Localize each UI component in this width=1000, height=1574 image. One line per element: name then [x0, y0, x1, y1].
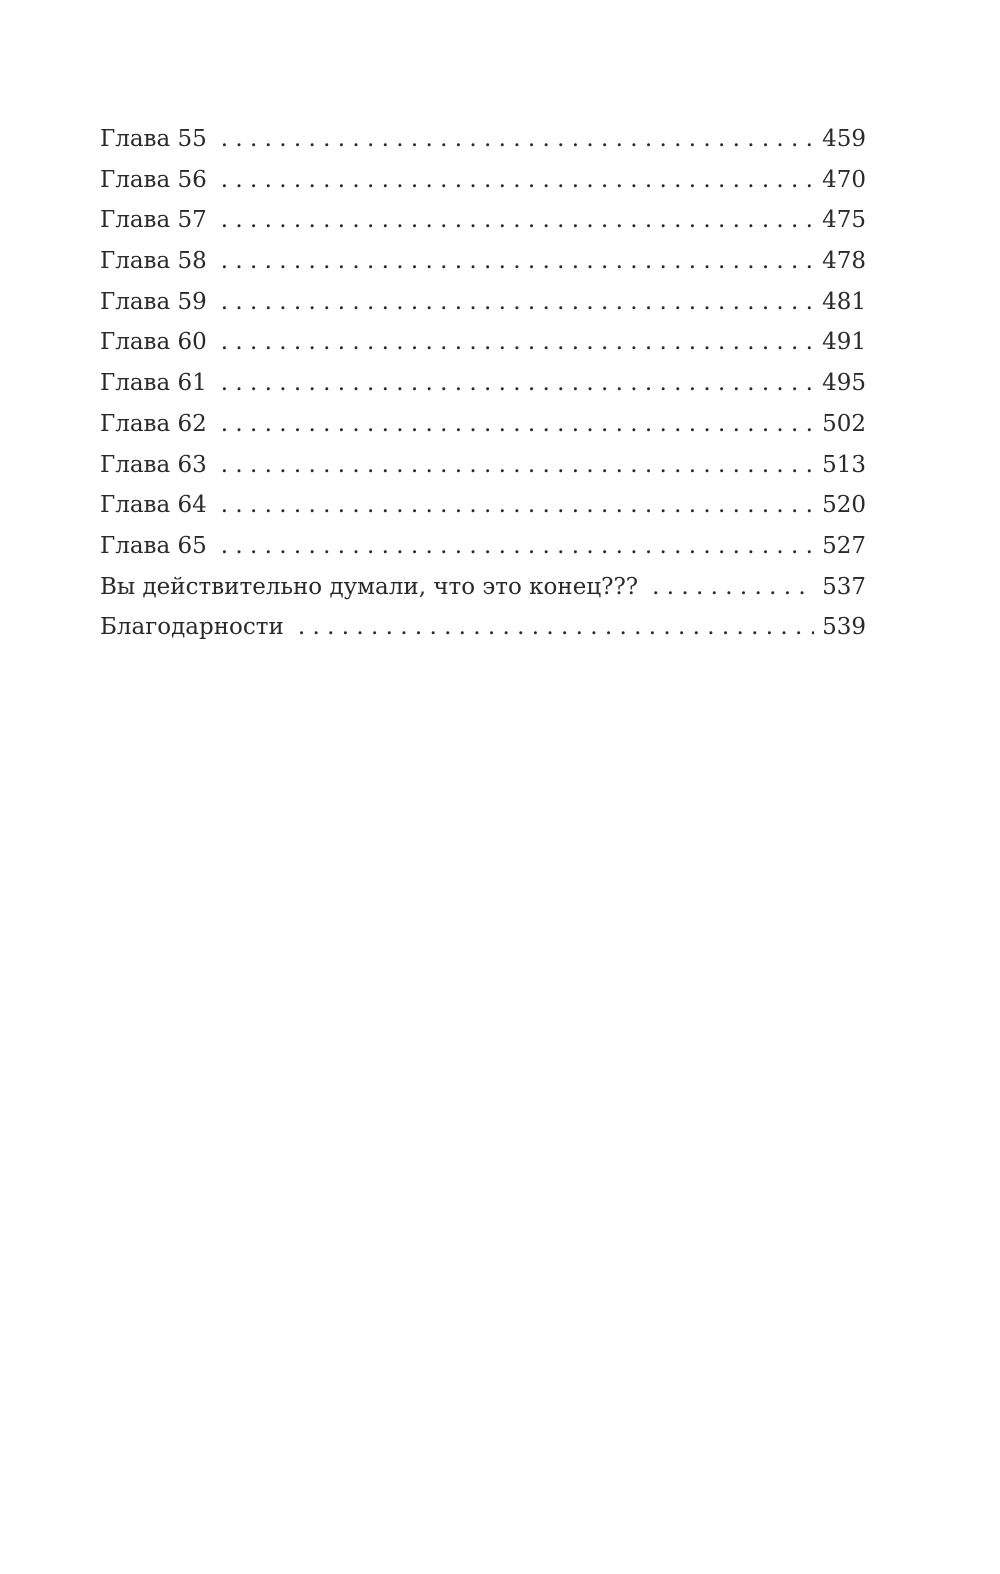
- toc-entry-page: 481: [822, 288, 866, 315]
- toc-entry: [100, 282, 866, 323]
- toc-dot-leader: [221, 322, 814, 363]
- table-of-contents: [100, 119, 866, 648]
- toc-entry-title: Благодарности: [100, 614, 284, 641]
- toc-dot-leader: [221, 160, 814, 201]
- toc-entry-page: 495: [822, 370, 866, 397]
- toc-entry-page: 539: [822, 614, 866, 641]
- toc-entry-page: 513: [822, 451, 866, 478]
- toc-entry: [100, 119, 866, 160]
- toc-entry: [100, 485, 866, 526]
- toc-dot-leader: [652, 567, 814, 608]
- toc-entry-title: Глава 57: [100, 207, 207, 234]
- toc-entry-title: Глава 62: [100, 410, 207, 437]
- toc-entry: [100, 567, 866, 608]
- toc-dot-leader: [221, 241, 814, 282]
- toc-entry-title: Вы действительно думали, что это конец???: [100, 573, 639, 600]
- toc-entry: [100, 200, 866, 241]
- toc-entry-page: 537: [822, 573, 866, 600]
- toc-entry-page: 470: [822, 166, 866, 193]
- toc-entry-title: Глава 63: [100, 451, 207, 478]
- toc-entry-title: Глава 64: [100, 492, 207, 519]
- toc-entry-title: Глава 60: [100, 329, 207, 356]
- toc-dot-leader: [298, 607, 814, 648]
- toc-dot-leader: [221, 485, 814, 526]
- toc-entry-title: Глава 58: [100, 248, 207, 275]
- toc-entry: [100, 160, 866, 201]
- toc-dot-leader: [221, 363, 814, 404]
- toc-entry-page: 491: [822, 329, 866, 356]
- toc-entry-title: Глава 65: [100, 532, 207, 559]
- toc-entry-page: 502: [822, 410, 866, 437]
- toc-dot-leader: [221, 404, 814, 445]
- toc-entry-page: 478: [822, 248, 866, 275]
- toc-entry-page: 459: [822, 126, 866, 152]
- toc-dot-leader: [221, 445, 814, 486]
- toc-entry-title: Глава 56: [100, 166, 207, 193]
- toc-entry: [100, 322, 866, 363]
- toc-entry: [100, 404, 866, 445]
- toc-entry: [100, 363, 866, 404]
- toc-entry: [100, 526, 866, 567]
- toc-entry: [100, 445, 866, 486]
- toc-dot-leader: [221, 119, 814, 160]
- toc-entry-title: Глава 61: [100, 370, 207, 397]
- toc-entry: [100, 607, 866, 648]
- toc-entry-page: 520: [822, 492, 866, 519]
- toc-dot-leader: [221, 526, 814, 567]
- toc-entry-page: 475: [822, 207, 866, 234]
- toc-entry-page: 527: [822, 532, 866, 559]
- toc-dot-leader: [221, 200, 814, 241]
- toc-entry-title: Глава 59: [100, 288, 207, 315]
- toc-entry-title: Глава 55: [100, 126, 207, 152]
- toc-entry: [100, 241, 866, 282]
- toc-dot-leader: [221, 282, 814, 323]
